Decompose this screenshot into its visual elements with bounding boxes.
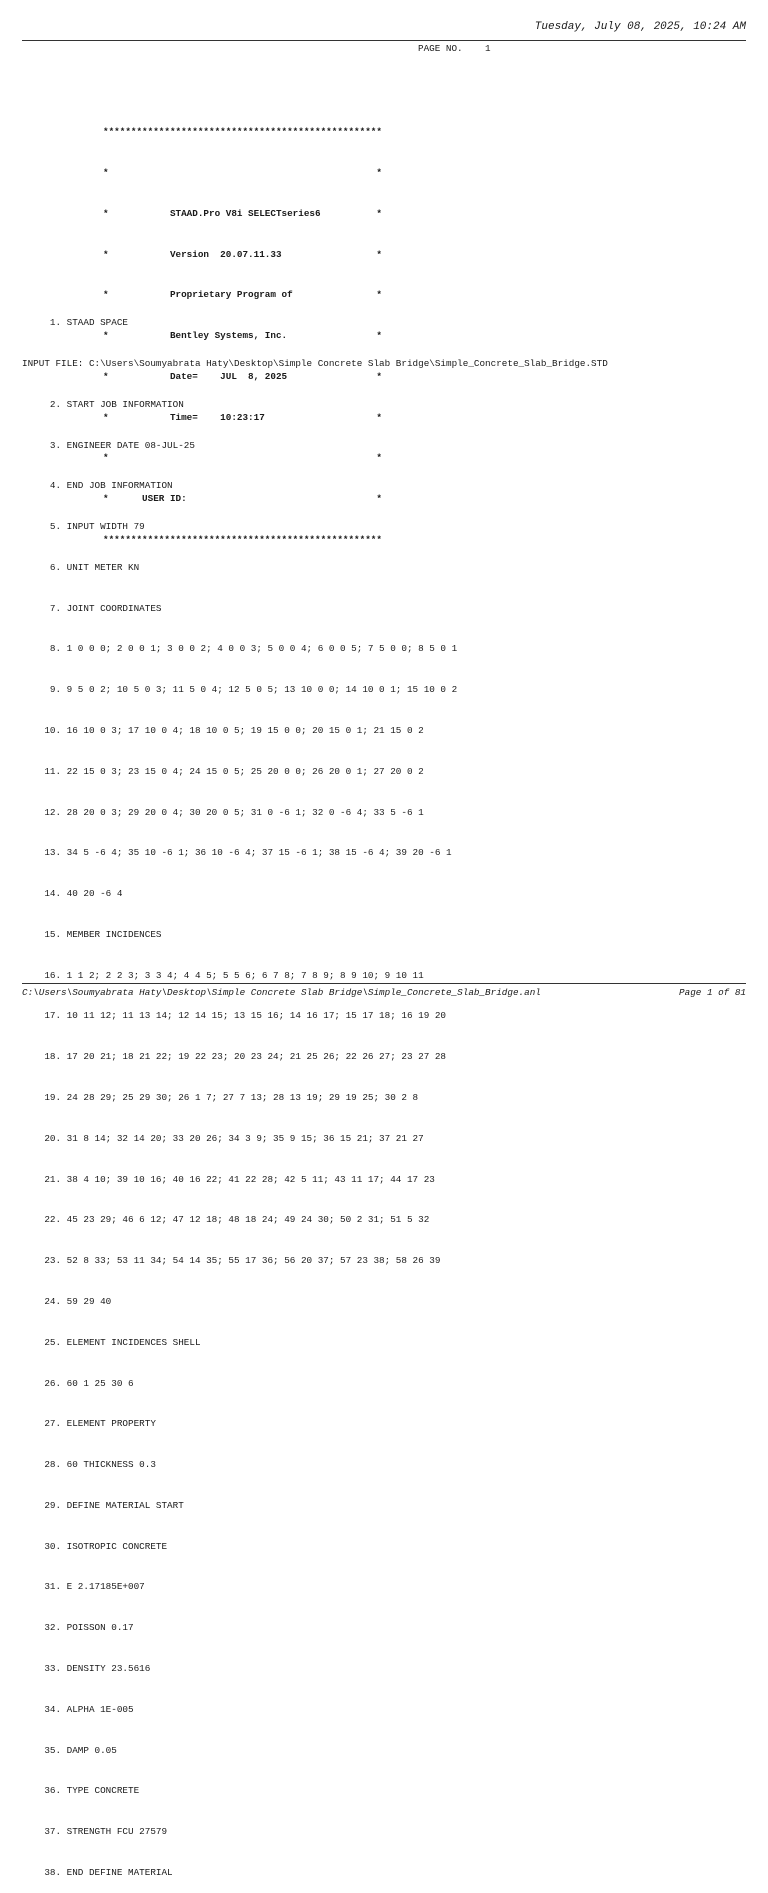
listing-line: 19. 24 28 29; 25 29 30; 26 1 7; 27 7 13; 28 13 19; 29 19 25; 30 2 8: [22, 1092, 419, 1104]
listing-line: 3. ENGINEER DATE 08-JUL-25: [22, 439, 195, 451]
banner-line: * Date= JUL 8, 2025 *: [103, 370, 382, 382]
banner-line: **************************************************: [103, 126, 382, 138]
listing-line: 10. 16 10 0 3; 17 10 0 4; 18 10 0 5; 19 15 0 0; 20 15 0 1; 21 15 0 2: [22, 725, 424, 736]
listing-line: 11. 22 15 0 3; 23 15 0 4; 24 15 0 5; 25 20 0 0; 26 20 0 1; 27 20 0 2: [22, 765, 424, 777]
listing-line: 24. 59 29 40: [22, 1295, 112, 1307]
listing-line: 26. 60 1 25 30 6: [22, 1377, 134, 1389]
page-header-datetime: Tuesday, July 08, 2025, 10:24 AM: [534, 21, 746, 33]
footer-page-count: Page 1 of 81: [679, 987, 746, 998]
banner-line: * Time= 10:23:17 *: [103, 411, 382, 423]
listing-line: 33. DENSITY 23.5616: [22, 1662, 151, 1674]
listing-line: 7. JOINT COORDINATES: [22, 602, 162, 614]
listing-line: 27. ELEMENT PROPERTY: [22, 1418, 156, 1430]
input-listing: [22, 289, 608, 1893]
banner-line: **************************************************: [103, 534, 382, 545]
footer-divider: [22, 983, 746, 984]
banner-line: * STAAD.Pro V8i SELECTseries6 *: [103, 207, 382, 219]
listing-line: 21. 38 4 10; 39 10 16; 40 16 22; 41 22 28; 42 5 11; 43 11 17; 44 17 23: [22, 1173, 435, 1185]
listing-line: 15. MEMBER INCIDENCES: [22, 928, 162, 940]
listing-line: 37. STRENGTH FCU 27579: [22, 1826, 168, 1838]
listing-line: 6. UNIT METER KN: [22, 561, 140, 573]
listing-line: 32. POISSON 0.17: [22, 1622, 134, 1634]
listing-line: 8. 1 0 0 0; 2 0 0 1; 3 0 0 2; 4 0 0 3; 5 0 0 4; 6 0 0 5; 7 5 0 0; 8 5 0 1: [22, 643, 458, 655]
banner-line: * *: [103, 166, 382, 178]
listing-line: 22. 45 23 29; 46 6 12; 47 12 18; 48 18 24; 49 24 30; 50 2 31; 51 5 32: [22, 1214, 430, 1226]
header-divider: [22, 40, 746, 41]
banner-line: * *: [103, 452, 382, 464]
listing-line: 5. INPUT WIDTH 79: [22, 521, 145, 533]
listing-line: 18. 17 20 21; 18 21 22; 19 22 23; 20 23 24; 21 25 26; 22 26 27; 23 27 28: [22, 1051, 447, 1063]
listing-line: 9. 9 5 0 2; 10 5 0 3; 11 5 0 4; 12 5 0 5; 13 10 0 0; 14 10 0 1; 15 10 0 2: [22, 684, 458, 696]
footer-file-path: C:\Users\Soumyabrata Haty\Desktop\Simple Concrete Slab Bridge\Simple_Concrete_Slab_Bridge.anl: [22, 987, 541, 998]
listing-line: 20. 31 8 14; 32 14 20; 33 20 26; 34 3 9; 35 9 15; 36 15 21; 37 21 27: [22, 1132, 424, 1144]
listing-line: 16. 1 1 2; 2 2 3; 3 3 4; 4 4 5; 5 5 6; 6 7 8; 7 8 9; 8 9 10; 9 10 11: [22, 969, 424, 981]
listing-line: 12. 28 20 0 3; 29 20 0 4; 30 20 0 5; 31 0 -6 1; 32 0 -6 4; 33 5 -6 1: [22, 806, 424, 818]
listing-line: 4. END JOB INFORMATION: [22, 480, 173, 492]
listing-line: 34. ALPHA 1E-005: [22, 1703, 134, 1715]
listing-line: 30. ISOTROPIC CONCRETE: [22, 1540, 168, 1552]
listing-line: 31. E 2.17185E+007: [22, 1581, 145, 1593]
banner-line: * Proprietary Program of *: [103, 289, 382, 301]
listing-line: 2. START JOB INFORMATION: [22, 398, 184, 410]
listing-line: 1. STAAD SPACE: [22, 317, 129, 329]
listing-line: 36. TYPE CONCRETE: [22, 1785, 140, 1797]
listing-line: 38. END DEFINE MATERIAL: [22, 1866, 173, 1878]
listing-line: 35. DAMP 0.05: [22, 1744, 117, 1756]
listing-line: 23. 52 8 33; 53 11 34; 54 14 35; 55 17 36; 56 20 37; 57 23 38; 58 26 39: [22, 1255, 441, 1267]
banner-line: * Bentley Systems, Inc. *: [103, 330, 382, 342]
listing-line: 17. 10 11 12; 11 13 14; 12 14 15; 13 15 16; 14 16 17; 15 17 18; 16 19 20: [22, 1010, 447, 1022]
listing-line: INPUT FILE: C:\Users\Soumyabrata Haty\Desktop\Simple Concrete Slab Bridge\Simple_Concrete_Slab_Bridge.STD: [22, 357, 608, 369]
listing-line: 14. 40 20 -6 4: [22, 888, 123, 900]
listing-line: 25. ELEMENT INCIDENCES SHELL: [22, 1336, 201, 1348]
listing-line: 13. 34 5 -6 4; 35 10 -6 1; 36 10 -6 4; 37 15 -6 1; 38 15 -6 4; 39 20 -6 1: [22, 847, 452, 859]
banner-line: * USER ID: *: [103, 493, 382, 505]
listing-line: 28. 60 THICKNESS 0.3: [22, 1459, 156, 1471]
page-number-label: PAGE NO. 1: [418, 43, 491, 54]
banner-line: * Version 20.07.11.33 *: [103, 248, 382, 260]
listing-line: 29. DEFINE MATERIAL START: [22, 1499, 184, 1511]
